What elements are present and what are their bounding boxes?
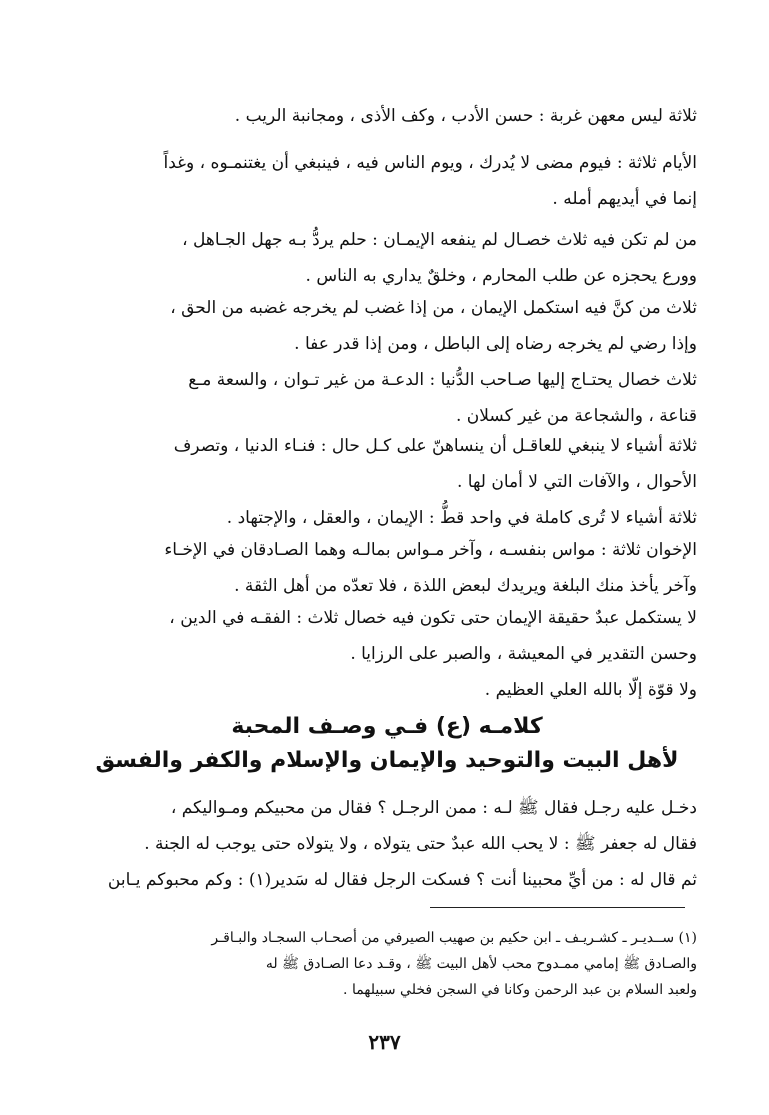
paragraph-line: لا يستكمل عبدٌ حقيقة الإيمان حتى تكون فيه خصال ثلاث : الفقـه في الدين ، — [169, 608, 697, 628]
footnote-line: (١) ســديـر ـ كشـريـف ـ ابن حكيم بن صهيب الصيرفي من أصحـاب السجـاد والبـاقـر — [211, 930, 697, 946]
paragraph-10 — [77, 672, 697, 708]
paragraph-8 — [77, 532, 697, 604]
paragraph-3 — [77, 222, 697, 294]
footnote-divider — [430, 907, 685, 908]
paragraph-line: ثلاث خصال يحتـاج إليها صـاحب الدُّنيا : الدعـة من غير تـوان ، والسعة مـع — [188, 370, 697, 390]
paragraph-line: ثلاثة أشياء لا ينبغي للعاقـل أن ينساهنّ على كـل حال : فنـاء الدنيا ، وتصرف — [173, 436, 697, 456]
paragraph-line: الأيام ثلاثة : فيوم مضى لا يُدرك ، ويوم الناس فيه ، فينبغي أن يغتنمـوه ، وغداً — [163, 153, 697, 173]
footnote-line: ولعبد السلام بن عبد الرحمن وكانا في السجن فخلي سبيلهما . — [343, 982, 697, 998]
footnote — [69, 925, 697, 1003]
paragraph-line: إنما في أيديهم أمله . — [552, 189, 697, 209]
paragraph-9 — [77, 600, 697, 672]
paragraph-line: ثلاثة ليس معهن غربة : حسن الأدب ، وكف الأذى ، ومجانبة الريب . — [234, 106, 697, 126]
paragraph-line: قناعة ، والشجاعة من غير كسلان . — [455, 406, 697, 426]
paragraph-5 — [77, 362, 697, 434]
paragraph-line: وإذا رضي لم يخرجه رضاه إلى الباطل ، ومن إذا قدر عفا . — [294, 334, 697, 354]
paragraph-line: ولا قوّة إلّا بالله العلي العظيم . — [484, 680, 697, 700]
paragraph-6 — [77, 428, 697, 500]
paragraph-7 — [77, 500, 697, 536]
section-heading-line-1: كلامـه (ع) فـي وصـف المحبة — [231, 714, 543, 739]
paragraph-line: وآخر يأخذ منك البلغة ويريدك لبعض اللذة ، فلا تعدّه من أهل الثقة . — [234, 576, 697, 596]
paragraph-line: الأحوال ، والآفات التي لا أمان لها . — [456, 472, 697, 492]
paragraph-line: ثلاث من كنَّ فيه استكمل الإيمان ، من إذا غضب لم يخرجه غضبه من الحق ، — [170, 298, 697, 318]
paragraph-line: من لم تكن فيه ثلاث خصـال لم ينفعه الإيمـان : حلم يردُّ بـه جهل الجـاهل ، — [182, 230, 697, 250]
paragraph-after-heading — [77, 790, 697, 898]
footnote-line: والصـادق ﷺ إمامي ممـدوح محب لأهل البيت ﷺ ، وقـد دعا الصـادق ﷺ له — [265, 956, 697, 972]
paragraph-line: وحسن التقدير في المعيشة ، والصبر على الرزايا . — [350, 644, 697, 664]
paragraph-4 — [77, 290, 697, 362]
paragraph-line: ثم قال له : من أيِّ محبينا أنت ؟ فسكت الرجل فقال له سَدير(١) : وكم محبوكم يـابن — [107, 870, 697, 890]
paragraph-line: دخـل عليه رجـل فقال ﷺ لـه : ممن الرجـل ؟ فقال من محبيكم ومـواليكم ، — [170, 798, 697, 818]
section-heading-line-2: لأهل البيت والتوحيد والإيمان والإسلام والكفر والفسق — [95, 748, 679, 773]
paragraph-line: وورع يحجزه عن طلب المحارم ، وخلقٌ يداري به الناس . — [305, 266, 697, 286]
page-number: ٢٣٧ — [368, 1030, 401, 1054]
paragraph-line: ثلاثة أشياء لا تُرى كاملة في واحد قطُّ : الإيمان ، والعقل ، والإجتهاد . — [226, 508, 697, 528]
paragraph-2 — [77, 145, 697, 217]
paragraph-line: فقال له جعفر ﷺ : لا يحب الله عبدٌ حتى يتولاه ، ولا يتولاه حتى يوجب له الجنة . — [144, 834, 697, 854]
paragraph-1 — [77, 98, 697, 134]
paragraph-line: الإخوان ثلاثة : مواس بنفسـه ، وآخر مـواس بمالـه وهما الصـادقان في الإخـاء — [164, 540, 697, 560]
